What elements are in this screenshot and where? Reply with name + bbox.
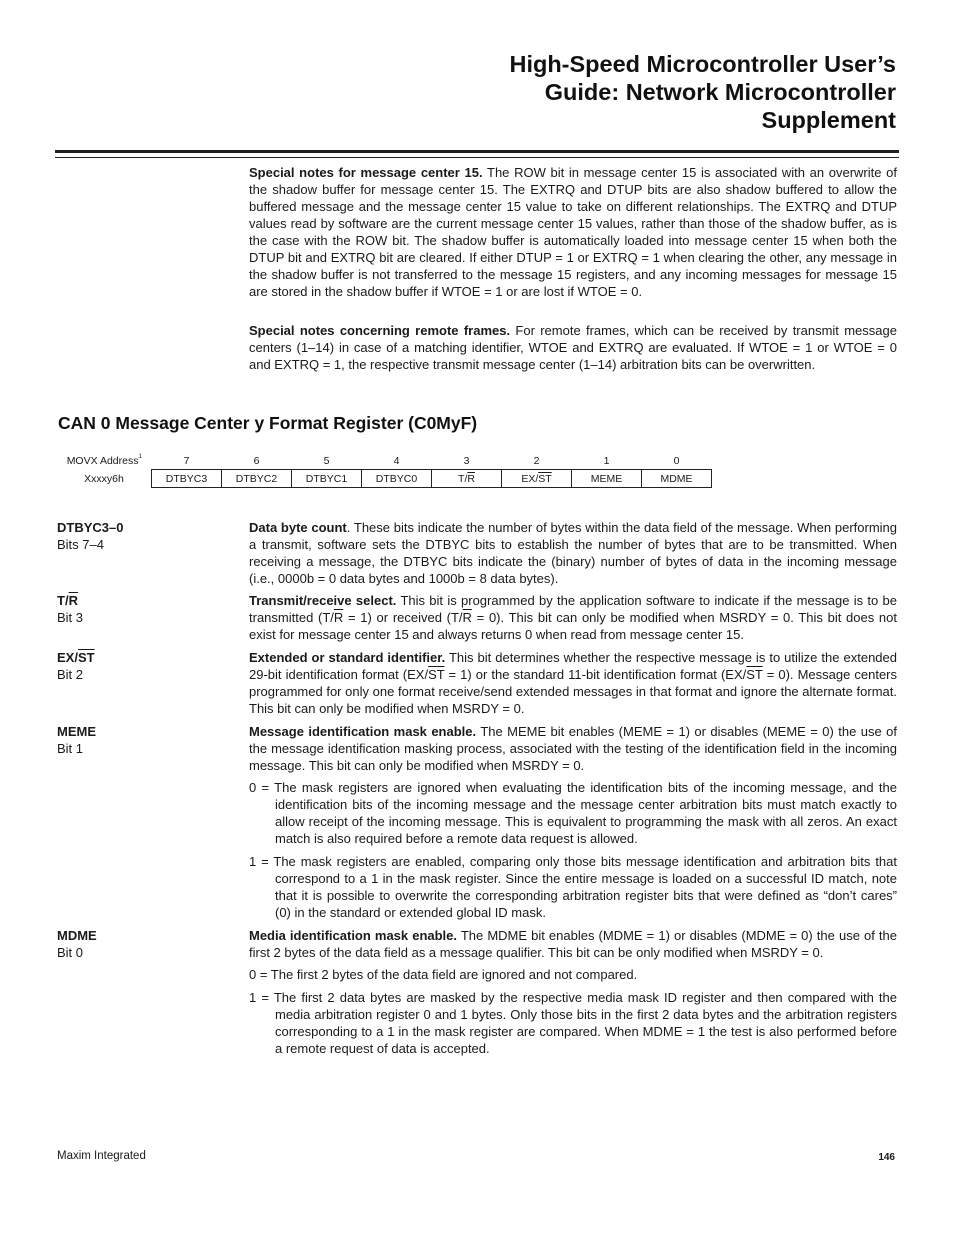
bit-name-cell-exst: $EX/\overline{ST}$ [502,470,572,488]
field-bits: Bit 3 [57,610,84,625]
field-mdme [57,927,97,961]
field-meme [57,723,96,757]
mc15-note-text: The ROW bit in message center 15 is associated with an overwrite of the shadow buffer for message center 15. The EXTRQ and DTUP bits are also shadow buffered to allow the buffered message and the message center 15 value to take on different relationships. The EXTRQ and DTUP values read by software are the current message center 15 values, rather than those of the shadow buffer, as is the case with the ROW bit. The shadow buffer is automatically loaded into message center 15 when both the DTUP bit and EXTRQ bit are cleared. If either DTUP = 1 or EXTRQ = 1 when clearing the other, any message in the shadow buffer is not transferred to the message 15 registers, and any incoming messages for message 15 are stored in the shadow buffer if WTOE = 1 or are lost if WTOE = 0. [249,165,897,299]
title-line-1: High-Speed Microcontroller User’s [509,51,896,77]
register-table [57,452,712,488]
field-exst-description: Extended or standard identifier. This bit determines whether the respective message is to utilize the extended 29-bit identification format $(EX/\overline{ST} = 1)$ or the standard 11-bit identification format $(EX/\overline{ST} = 0)$. Message centers programmed for only one format receive/send extended messages in that format and ignore the alternate format. This bit can only be modified when MSRDY = 0. [249,650,898,716]
bit-name-cell: MEME [572,470,642,488]
field-bits: Bit 1 [57,741,84,756]
field-name: $EX/\overline{ST}$ [57,650,95,665]
field-dtbyc [57,519,123,553]
field-bits: Bits 7–4 [57,537,104,552]
title-line-3: Supplement [761,107,896,133]
footnote-marker: 1 [138,453,142,460]
field-tr-description: Transmit/receive select. This bit is programmed by the application software to indicate if the message is to be transmitted $(T/\overline{R} = 1)$ or received $(T/\overline{R} = 0)$. This bit can only be modified when MSRDY = 0. This bit does not exist for message center 15 and always returns 0 when read from message center 15. [249,593,897,642]
field-dtbyc-description: Data byte count. These bits indicate the number of bytes within the data field of the message. When performing a transmit, software sets the DTBYC bits to establish the number of bytes that are to be transmitted. When receiving a message, the DTBYC bits indicate the (binary) number of bytes of data in the incoming message (i.e., 0000b = 0 data bytes and 1000b = 8 data bytes). [249,520,897,586]
bit-number-row [57,452,712,470]
bit-number: 2 [533,454,540,467]
field-name: MEME [57,724,96,739]
field-tr [57,592,83,626]
field-bits: Bit 2 [57,667,84,682]
bit-name-cell: DTBYC2 [222,470,292,488]
mc15-note [249,164,897,300]
bit-number: 6 [253,454,260,467]
page-number: 146 [878,1152,895,1163]
meme-option-0: 0 = The mask registers are ignored when evaluating the identification bits of the incoming message, and the identification bits of the incoming message and the message center arbitration bits must match exactly to allow receipt of the incoming message. This is equivalent to programming the mask with all zeros. An exact match is also required before a remote data request is allowed. [249,780,897,846]
field-name: $T/\overline{R}$ [57,593,78,608]
header-rule-thick [55,150,899,153]
field-mdme-description: Media identification mask enable. The MDME bit enables (MDME = 1) or disables (MDME = 0) the use of the first 2 bytes of the data field as a message qualifier. This bit can be only modified when MSRDY = 0. [249,928,897,960]
mdme-option-0: 0 = The first 2 bytes of the data field are ignored and not compared. [249,967,638,982]
field-meme-description: Message identification mask enable. The MEME bit enables (MEME = 1) or disables (MEME = 0) the use of the message identification masking process, associated with the testing of the identification field in the incoming message. This bit can only be modified when MSRDY = 0. [249,724,897,773]
bit-number: 5 [323,454,330,467]
remote-note-heading: Special notes concerning remote frames. [249,323,511,338]
bit-number: 7 [183,454,190,467]
document-title [296,50,896,134]
bit-name-cell: DTBYC1 [292,470,362,488]
section-title: CAN 0 Message Center y Format Register (C0MyF) [58,413,478,433]
field-bits: Bit 0 [57,945,84,960]
field-exst [57,649,95,683]
remote-note-text: For remote frames, which can be received by transmit message centers (1–14) in case of a matching identifier, WTOE and EXTRQ are evaluated. If WTOE = 1 or WTOE = 0 and EXTRQ = 1, the respective transmit message center (1–14) arbitration bits can be overwritten. [249,323,897,372]
mdme-option-1: 1 = The first 2 data bytes are masked by the respective media mask ID register and then compared with the media arbitration register 0 and 1 bytes. Only those bits in the first 2 data bytes and the arbitration registers corresponding to a 1 in the mask register are compared. When MDME = 1 the test is also performed before a remote request of data is accepted. [249,990,897,1056]
title-line-2: Guide: Network Microcontroller [544,79,896,105]
bit-number: 0 [673,454,680,467]
movx-address-label: MOVX Address$^1$ [66,453,142,467]
bit-name-row [57,470,712,488]
bit-number: 3 [463,454,470,467]
footer-company: Maxim Integrated [57,1150,146,1162]
field-name: MDME [57,928,97,943]
bit-number: 1 [603,454,610,467]
remote-frames-note [249,322,897,373]
header-rule-thin [55,157,899,158]
bit-name-cell-tr: $T/\overline{R}$ [432,470,502,488]
bit-number: 4 [393,454,400,467]
meme-option-1: 1 = The mask registers are enabled, comparing only those bits message identification and arbitration bits that correspond to a 1 in the mask register. Since the entire message is loaded on a successful ID match, note that it is possible to overwrite the corresponding arbitration register bits that were defined as “don’t cares” (0) in the standard or extended global ID mask. [249,854,897,920]
bit-name-cell: DTBYC3 [152,470,222,488]
movx-address-value: Xxxxy6h [84,472,124,485]
mc15-note-heading: Special notes for message center 15. [249,165,483,180]
bit-name-cell: MDME [642,470,712,488]
bit-name-cell: DTBYC0 [362,470,432,488]
field-name: DTBYC3–0 [57,520,124,535]
